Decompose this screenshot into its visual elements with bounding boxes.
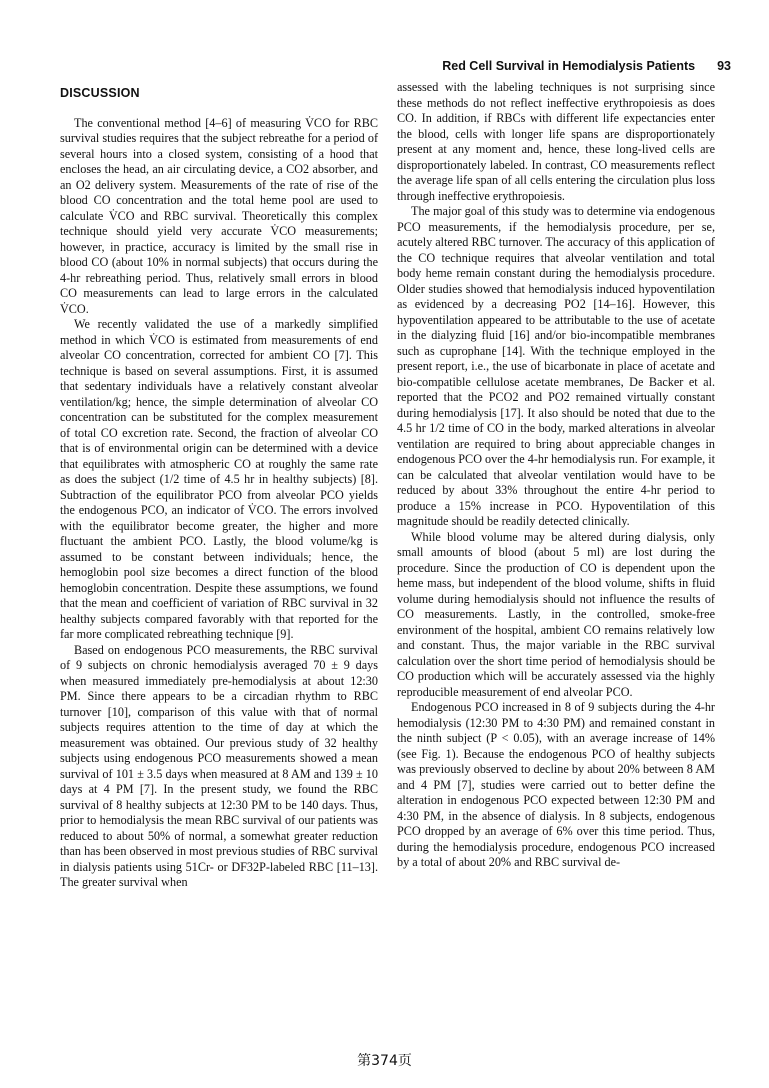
- paragraph: The conventional method [4–6] of measuring V̇CO for RBC survival studies requires that the subject rebreathe for a period of several hours into a closed system, consisting of a hood that encloses the head, an air circulating device, a CO2 absorber, and an O2 delivery system. Measurements of the rate of rise of the blood CO concentration and the total heme pool are used to calculate V̇CO and RBC survival. Theoretically this complex technique should yield very accurate V̇CO measurements; however, in practice, accuracy is limited by the small rise in blood CO (about 10% in normal subjects) that occurs during the 4-hr rebreathing period. Thus, relatively small errors in blood CO measurements can lead to large errors in the calculated V̇CO.: [60, 115, 378, 316]
- running-header: [442, 59, 731, 73]
- right-column: [397, 80, 715, 871]
- paragraph: assessed with the labeling techniques is not surprising since these methods do not reflect ineffective erythropoiesis as does CO. In addition, if RBCs with different life expectancies enter the blood, cells with longer life spans are disproportionately present at any moment and, hence, these long-lived cells are disproportionately labeled. In contrast, CO measurements reflect the average life span of all cells entering the circulation plus loss through ineffective erythropoiesis.: [397, 80, 715, 203]
- paragraph: The major goal of this study was to determine via endogenous PCO measurements, if the hemodialysis procedure, per se, acutely altered RBC turnover. The accuracy of this application of the CO technique requires that alveolar ventilation and total body heme remain constant during the hemodialysis procedure. Older studies showed that hemodialysis induced hypoventilation as evidenced by a decreasing PO2 [14–16]. However, this hypoventilation appeared to be attributable to the use of acetate in the dialyzing fluid [16] and/or bio-incompatible membranes such as cuprophane [14]. With the technique employed in the present report, i.e., the use of bicarbonate in place of acetate and bio-compatible cellulose acetate membranes, De Backer et al. reported that the PCO2 and PO2 remained virtually constant during hemodialysis [17]. It also should be noted that due to the 4.5 hr 1/2 time of CO in the body, marked alterations in alveolar ventilation are required to bring about appreciable changes in endogenous PCO over the 4-hr hemodialysis run. For example, it can be calculated that alveolar ventilation would have to be reduced by about 33% throughout the entire 4-hr period to produce a 15% increase in PCO. Hypoventilation of this magnitude should be readily detected clinically.: [397, 204, 715, 528]
- paragraph: We recently validated the use of a markedly simplified method in which V̇CO is estimated from measurements of end alveolar CO concentration, corrected for ambient CO [7]. This technique is based on several assumptions. First, it is assumed that sedentary individuals have a relatively constant alveolar ventilation/kg; hence, the simple determination of alveolar CO concentration can be substituted for the complex measurement of total CO excretion rate. Second, the fraction of alveolar CO that is of environmental origin can be determined with a device that equilibrates with atmospheric CO at roughly the same rate as does the subject (1/2 time of 4.5 hr in healthy subjects) [8]. Subtraction of the equilibrator PCO from alveolar PCO yields the endogenous PCO, an indicator of V̇CO. The errors involved with the equilibrator become greater, the higher and more fluctuant the ambient PCO. Lastly, the blood volume/kg is assumed to be constant between individuals; hence, the hemoglobin pool size becomes a direct function of the blood hemoglobin concentration. Despite these assumptions, we found that the mean and coefficient of variation of RBC survival in 32 healthy subjects compared favorably with that reported for the far more complicated rebreathing technique [9].: [60, 317, 378, 641]
- page-number: 93: [717, 59, 731, 73]
- running-title: Red Cell Survival in Hemodialysis Patients: [442, 59, 696, 73]
- paragraph: While blood volume may be altered during dialysis, only small amounts of blood (about 5 ml) are lost during the procedure. Since the production of CO is dependent upon the heme mass, but independent of the blood volume, shifts in fluid volume during hemodialysis should not influence the results of CO measurements. Lastly, in the controlled, smoke-free environment of the hospital, ambient CO remains relatively low and constant. Thus, the major variable in the RBC survival calculation over the short time period of hemodialysis should be CO production which will be accurately assessed via the highly reproducible measurement of end alveolar PCO.: [397, 529, 715, 699]
- page-footer-label: 第374页: [357, 1053, 412, 1069]
- section-heading: DISCUSSION: [60, 86, 140, 100]
- paragraph: Endogenous PCO increased in 8 of 9 subjects during the 4-hr hemodialysis (12:30 PM to 4:30 PM) and remained constant in the ninth subject (P < 0.05), with an average increase of 14% (see Fig. 1). Because the endogenous PCO of healthy subjects was previously observed to decline by about 20% between 8 AM and 4 PM [7], studies were carried out to better define the alteration in endogenous PCO expected between 12:30 PM and 4:30 PM, in the absence of dialysis. In 8 subjects, endogenous PCO dropped by an average of 6% over this time period. Thus, during the hemodialysis procedure, endogenous PCO increased by a total of about 20% and RBC survival de-: [397, 700, 715, 869]
- left-column: [60, 80, 378, 891]
- paragraph: Based on endogenous PCO measurements, the RBC survival of 9 subjects on chronic hemodialysis averaged 70 ± 9 days when measured immediately pre-hemodialysis at about 12:30 PM. Since there appears to be a circadian rhythm to RBC turnover [10], comparison of this value with that of normal subjects requires attention to the time of day at which the measurement was obtained. Our previous study of 32 healthy subjects using endogenous PCO measurements showed a mean survival of 101 ± 3.5 days when measured at 8 AM and 139 ± 10 days at 4 PM [7]. In the present study, we found the RBC survival of 8 healthy subjects at 12:30 PM to be 140 days. Thus, prior to hemodialysis the mean RBC survival of our patients was reduced to about 50% of normal, a somewhat greater reduction than has been observed in most previous studies of RBC survival in dialysis patients using 51Cr- or DF32P-labeled RBC [11–13]. The greater survival when: [60, 642, 378, 889]
